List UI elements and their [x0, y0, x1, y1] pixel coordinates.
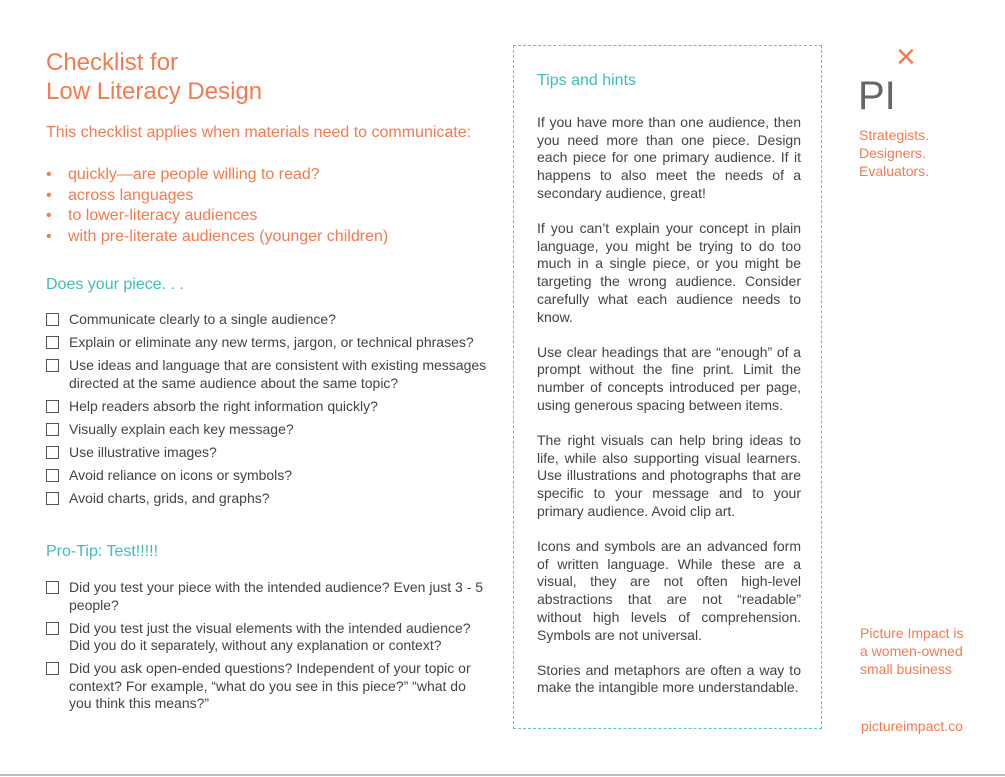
- checklist-item-label: Visually explain each key message?: [69, 420, 294, 437]
- checklist-item: [46, 357, 491, 392]
- checkbox[interactable]: [46, 423, 59, 436]
- checkbox[interactable]: [46, 336, 59, 349]
- section-heading-does-your-piece: Does your piece. . .: [46, 276, 184, 293]
- checklist-does-your-piece: [46, 311, 491, 513]
- checklist-item-label: Did you test your piece with the intended audience? Even just 3 - 5 people?: [69, 579, 484, 613]
- checkbox[interactable]: [46, 492, 59, 505]
- intro-text: This checklist applies when materials need to communicate:: [46, 124, 472, 141]
- checklist-item-label: Use ideas and language that are consistent with existing messages directed at the same audience about the same topic?: [69, 357, 487, 391]
- checkbox[interactable]: [46, 359, 59, 372]
- logo-text: PI: [858, 74, 896, 118]
- checklist-item-label: Avoid reliance on icons or symbols?: [69, 466, 293, 483]
- tip-paragraph: Icons and symbols are an advanced form of written language. While these are a visual, they are not often high-level abstractions that are not “readable” without high levels of comprehension. Symbols are not universal.: [537, 538, 801, 643]
- checklist-item-label: Help readers absorb the right information quickly?: [69, 397, 378, 414]
- checklist-item: [46, 334, 491, 352]
- checkbox[interactable]: [46, 446, 59, 459]
- website-link[interactable]: pictureimpact.co: [861, 718, 963, 734]
- page-bottom-divider: [0, 774, 1005, 776]
- page-title: [46, 48, 262, 106]
- checklist-item: [46, 490, 491, 508]
- company-line: small business: [860, 661, 952, 677]
- checklist-item: [46, 444, 491, 462]
- bullet-item: • quickly—are people willing to read?: [46, 165, 388, 186]
- checkbox[interactable]: [46, 622, 59, 635]
- checklist-item: [46, 398, 491, 416]
- company-line: a women-owned: [860, 643, 963, 659]
- title-line-1: Checklist for: [46, 49, 179, 76]
- checklist-item: [46, 660, 491, 713]
- checkbox[interactable]: [46, 469, 59, 482]
- tagline-line: Evaluators.: [859, 163, 930, 179]
- checklist-item: [46, 579, 491, 614]
- company-statement: [860, 624, 963, 678]
- checklist-item: [46, 311, 491, 329]
- brand-tagline: [859, 126, 929, 180]
- logo-x-icon: ×: [896, 38, 916, 76]
- tips-title: Tips and hints: [537, 72, 637, 89]
- tip-paragraph: If you can’t explain your concept in plain language, you might be trying to do too much in a single piece, or you might be targeting the wrong audience. Consider carefully what each audience needs to know.: [537, 220, 801, 325]
- tips-panel: [513, 45, 822, 729]
- checkbox[interactable]: [46, 313, 59, 326]
- tagline-line: Strategists.: [859, 127, 930, 143]
- checklist-item-label: Did you ask open-ended questions? Independent of your topic or context? For example, “what do you see in this piece?” “what do you think this means?”: [69, 660, 471, 711]
- checklist-item-label: Use illustrative images?: [69, 443, 217, 460]
- tagline-line: Designers.: [859, 145, 926, 161]
- checklist-pro-tip: [46, 579, 491, 718]
- tip-paragraph: Use clear headings that are “enough” of a prompt without the fine print. Limit the number of concepts introduced per page, using generous spacing between items.: [537, 343, 801, 413]
- tip-paragraph: If you have more than one audience, then you need more than one piece. Design each piece for one primary audience. If it happens to also meet the needs of a secondary audience, great!: [537, 114, 801, 201]
- checkbox[interactable]: [46, 662, 59, 675]
- bullet-item: • across languages: [46, 186, 388, 207]
- bullet-item: • with pre-literate audiences (younger children): [46, 227, 388, 248]
- company-line: Picture Impact is: [860, 625, 964, 641]
- section-heading-pro-tip: Pro-Tip: Test!!!!!: [46, 543, 159, 560]
- checklist-item-label: Communicate clearly to a single audience?: [69, 311, 336, 327]
- checklist-item-label: Explain or eliminate any new terms, jargon, or technical phrases?: [69, 334, 474, 350]
- checklist-item-label: Did you test just the visual elements with the intended audience? Did you do it separately, without any explanation or context?: [69, 619, 471, 653]
- tips-body: [537, 114, 801, 715]
- checklist-item: [46, 421, 491, 439]
- checklist-item: [46, 620, 491, 655]
- checklist-item: [46, 467, 491, 485]
- tip-paragraph: The right visuals can help bring ideas to life, while also supporting visual learners. Use illustrations and photographs that are specific to your message and to your primary audience. Avoid clip art.: [537, 432, 801, 519]
- tip-paragraph: Stories and metaphors are often a way to make the intangible more understandable.: [537, 661, 801, 696]
- bullet-item: • to lower-literacy audiences: [46, 206, 388, 227]
- title-line-2: Low Literacy Design: [46, 78, 263, 105]
- checklist-item-label: Avoid charts, grids, and graphs?: [69, 489, 270, 506]
- checkbox[interactable]: [46, 400, 59, 413]
- bullet-list: [46, 165, 388, 247]
- checkbox[interactable]: [46, 581, 59, 594]
